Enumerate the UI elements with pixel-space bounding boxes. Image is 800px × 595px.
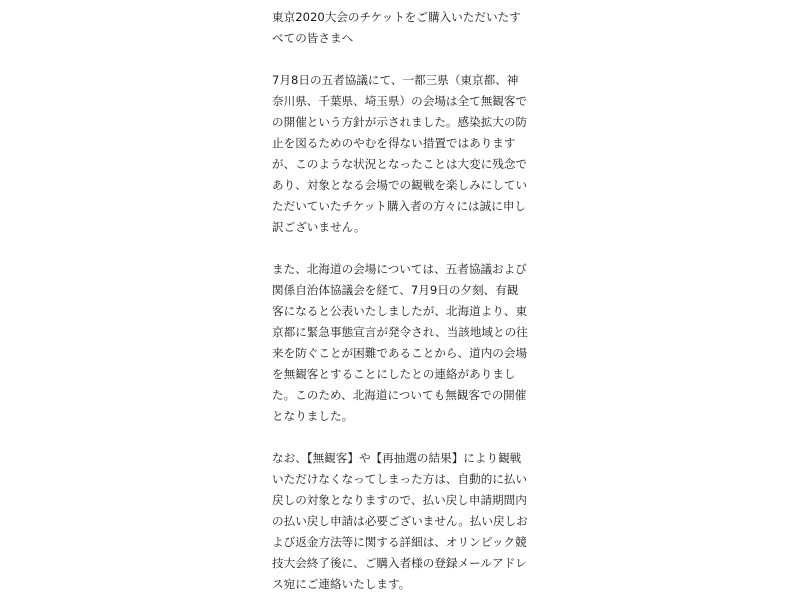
notice-article [272,7,528,595]
notice-paragraph-2: また、北海道の会場については、五者協議および関係自治体協議会を経て、7月9日の夕刻、有観客になると公表いたしましたが、北海道より、東京都に緊急事態宣言が発令され、当該地域との往来を防ぐことが困難であることから、道内の会場を無観客とすることにしたとの連絡がありました。このため、北海道についても無観客での開催となりました。 [272,262,528,423]
notice-paragraph-1: 7月8日の五者協議にて、一都三県（東京都、神奈川県、千葉県、埼玉県）の会場は全て無観客での開催という方針が示されました。感染拡大の防止を図るためのやむを得ない措置ではありますが、このような状況となったことは大変に残念であり、対象となる会場での観戦を楽しみにしていただいていたチケット購入者の方々には誠に申し訳ございません。 [272,73,528,234]
notice-paragraph-3: なお、【無観客】や【再抽選の結果】により観戦いただけなくなってしまった方は、自動的に払い戻しの対象となりますので、払い戻し申請期間内の払い戻し申請は必要ございません。払い戻しおよび返金方法等に関する詳細は、オリンピック競技大会終了後に、ご購入者様の登録メールアドレス宛にご連絡いたします。 [272,451,528,591]
notice-title: 東京2020大会のチケットをご購入いただいたすべての皆さまへ [272,10,521,45]
